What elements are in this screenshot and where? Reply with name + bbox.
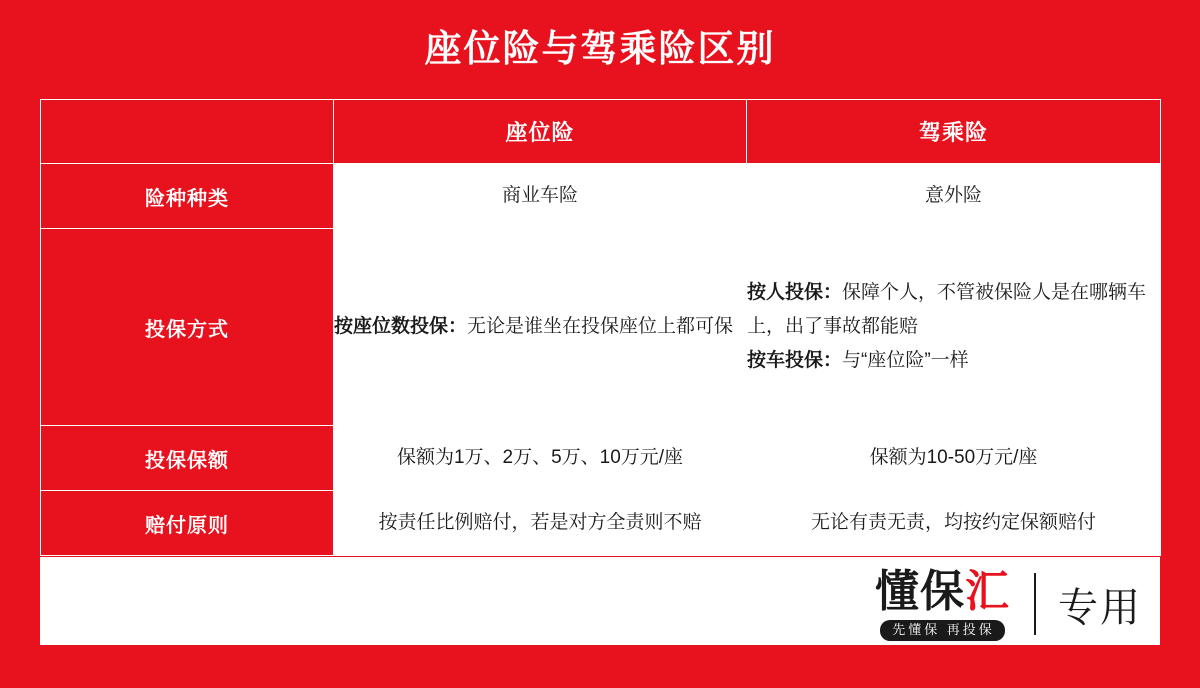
cell-ride-insurance-type: 意外险 <box>747 164 1161 229</box>
brand-logo-text-part1: 懂保 <box>875 567 965 616</box>
table-row <box>41 491 1161 556</box>
cell-ride-method-strong-1: 按人投保： <box>747 282 843 303</box>
comparison-table <box>40 99 1161 556</box>
cell-seat-insurance-method <box>334 229 747 426</box>
table-row <box>41 229 1161 426</box>
cell-ride-insurance-method <box>747 229 1161 426</box>
header-cell-blank <box>41 100 334 164</box>
table-row <box>41 164 1161 229</box>
brand-block <box>875 566 1142 642</box>
brand-logo <box>875 567 1010 641</box>
cell-ride-coverage-amount: 保额为10-50万元/座 <box>747 426 1161 491</box>
cell-seat-insurance-type: 商业车险 <box>334 164 747 229</box>
cell-ride-method-strong-2: 按车投保： <box>747 350 843 371</box>
cell-ride-claim-principle: 无论有责无责，均按约定保额赔付 <box>747 491 1161 556</box>
brand-divider <box>1034 573 1036 635</box>
brand-slogan: 先懂保 再投保 <box>880 620 1005 641</box>
row-label-claim-principle: 赔付原则 <box>41 491 334 556</box>
cell-ride-method-text-1: 保障个人，不管被保险人是在哪辆车上，出了事故都能赔 <box>747 282 1147 337</box>
page-title: 座位险与驾乘险区别 <box>424 28 776 69</box>
brand-logo-text <box>875 567 1010 617</box>
header-cell-seat-insurance: 座位险 <box>334 100 747 164</box>
cell-seat-claim-principle: 按责任比例赔付，若是对方全责则不赔 <box>334 491 747 556</box>
header-cell-ride-insurance: 驾乘险 <box>747 100 1161 164</box>
cell-ride-method-text-2: 与“座位险”一样 <box>842 350 969 371</box>
row-label-insurance-method: 投保方式 <box>41 229 334 426</box>
table-header-row <box>41 100 1161 164</box>
brand-logo-text-part2: 汇 <box>965 567 1010 616</box>
cell-seat-method-text: 无论是谁坐在投保座位上都可保 <box>467 316 734 337</box>
table-row <box>41 426 1161 491</box>
brand-tag: 专用 <box>1058 585 1142 630</box>
row-label-insurance-type: 险种种类 <box>41 164 334 229</box>
cell-seat-method-strong: 按座位数投保： <box>334 316 468 337</box>
cell-seat-coverage-amount: 保额为1万、2万、5万、10万元/座 <box>334 426 747 491</box>
row-label-coverage-amount: 投保保额 <box>41 426 334 491</box>
comparison-table-wrapper <box>40 99 1160 556</box>
